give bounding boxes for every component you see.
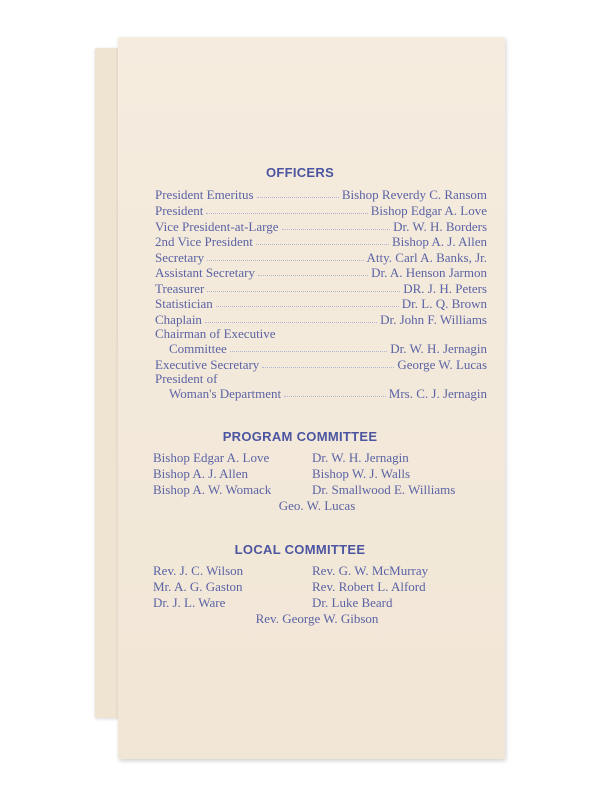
officer-role: Committee xyxy=(169,341,227,356)
officer-row xyxy=(155,295,487,311)
local-committee-heading: LOCAL COMMITTEE xyxy=(234,542,366,557)
leader-dots xyxy=(207,260,363,261)
officer-role-line1: President of xyxy=(155,371,218,386)
officer-role: Statistician xyxy=(155,296,213,311)
program-member: Bishop A. W. Womack xyxy=(153,482,272,497)
officer-role: Executive Secretary xyxy=(155,357,260,372)
officer-row xyxy=(155,218,487,234)
local-member: Mr. A. G. Gaston xyxy=(153,579,243,594)
officer-role: Assistant Secretary xyxy=(155,265,256,280)
officers-heading: OFFICERS xyxy=(265,165,335,180)
program-member: Bishop W. J. Walls xyxy=(312,466,411,481)
program-member: Bishop A. J. Allen xyxy=(153,466,248,481)
officer-row xyxy=(155,233,487,249)
leader-dots xyxy=(230,351,387,352)
officer-row xyxy=(155,249,487,265)
leader-dots xyxy=(207,291,400,292)
officer-row xyxy=(155,340,487,356)
officer-name: Dr. A. Henson Jarmon xyxy=(371,265,487,280)
officer-name: Dr. W. H. Borders xyxy=(393,219,487,234)
leader-dots xyxy=(262,367,394,368)
leader-dots xyxy=(258,275,368,276)
officer-role: Chaplain xyxy=(155,312,202,327)
program-committee-heading: PROGRAM COMMITTEE xyxy=(222,429,378,444)
leader-dots xyxy=(216,306,399,307)
program-member: Dr. Smallwood E. Williams xyxy=(312,482,456,497)
officer-name: Dr. John F. Williams xyxy=(380,312,487,327)
officer-name: DR. J. H. Peters xyxy=(403,281,487,296)
officer-row xyxy=(155,385,487,401)
officer-name: Bishop Edgar A. Love xyxy=(370,203,487,218)
leader-dots xyxy=(284,396,386,397)
local-member: Dr. J. L. Ware xyxy=(153,595,226,610)
officer-role: President Emeritus xyxy=(155,187,254,202)
program-member: Bishop Edgar A. Love xyxy=(153,450,270,465)
officer-name: Bishop A. J. Allen xyxy=(392,234,487,249)
officer-role: President xyxy=(155,203,204,218)
leader-dots xyxy=(205,322,377,323)
officer-role-line1: Chairman of Executive xyxy=(155,326,276,341)
leader-dots xyxy=(256,244,389,245)
program-member: Dr. W. H. Jernagin xyxy=(312,450,409,465)
officer-row xyxy=(155,280,487,296)
local-member: Rev. G. W. McMurray xyxy=(312,563,429,578)
officer-role: 2nd Vice President xyxy=(155,234,253,249)
program-member: Geo. W. Lucas xyxy=(278,498,356,513)
officer-row xyxy=(155,311,487,327)
officer-name: Dr. L. Q. Brown xyxy=(401,296,487,311)
officer-row xyxy=(155,186,487,202)
leader-dots xyxy=(257,197,339,198)
officer-name: George W. Lucas xyxy=(397,357,487,372)
officer-name: Bishop Reverdy C. Ransom xyxy=(341,187,487,202)
local-member: Rev. J. C. Wilson xyxy=(153,563,244,578)
officer-role: Secretary xyxy=(155,250,205,265)
officer-row xyxy=(155,264,487,280)
local-member: Rev. Robert L. Alford xyxy=(312,579,426,594)
local-member: Dr. Luke Beard xyxy=(312,595,393,610)
leader-dots xyxy=(282,229,391,230)
officer-row xyxy=(155,356,487,372)
local-member: Rev. George W. Gibson xyxy=(255,611,379,626)
officer-name: Dr. W. H. Jernagin xyxy=(390,341,487,356)
leader-dots xyxy=(206,213,367,214)
officer-name: Mrs. C. J. Jernagin xyxy=(388,386,487,401)
officer-role: Vice President-at-Large xyxy=(155,219,279,234)
officer-row xyxy=(155,202,487,218)
officer-role: Woman's Department xyxy=(169,386,282,401)
officer-name: Atty. Carl A. Banks, Jr. xyxy=(366,250,487,265)
officer-role: Treasurer xyxy=(155,281,205,296)
